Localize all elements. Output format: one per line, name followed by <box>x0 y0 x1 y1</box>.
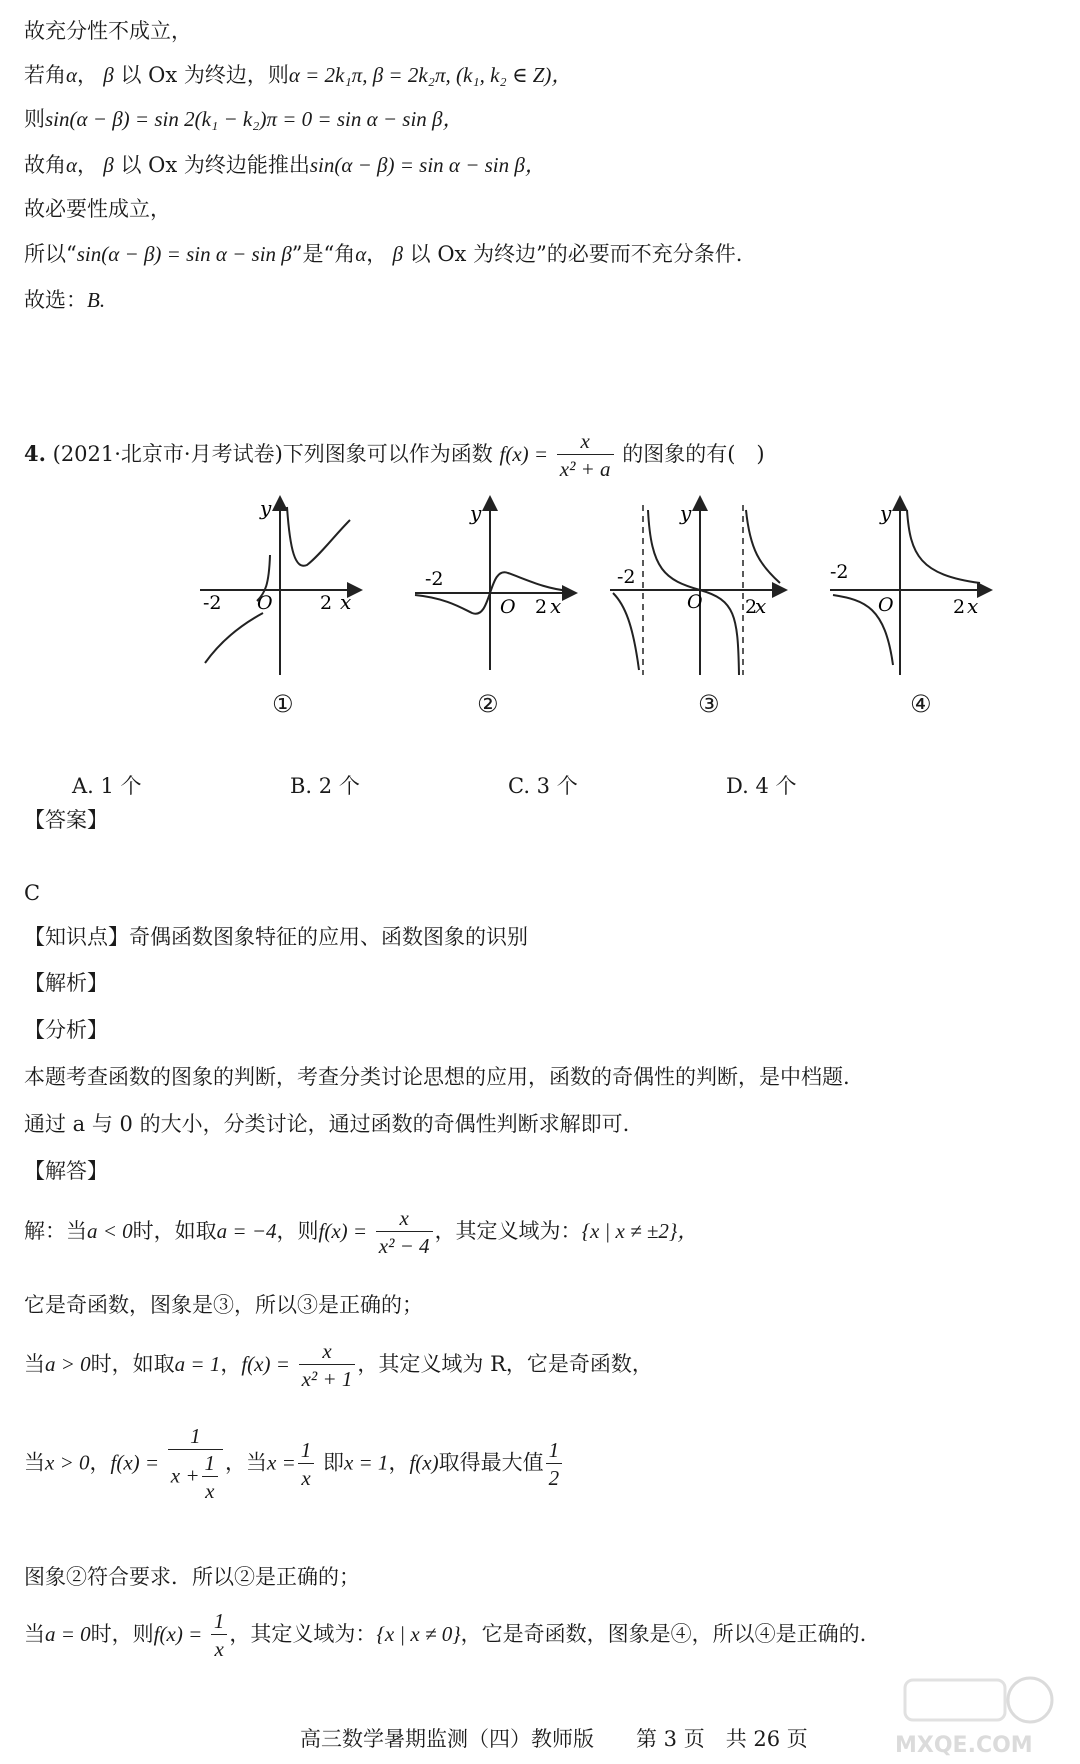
fenxi-header: 【分析】 <box>24 1018 108 1042</box>
solution-line-3: 当a > 0时，如取a = 1，f(x) = $\frac{x}{\text{x² + 1}}$ ，其定义域为 R，它是奇函数， <box>24 1339 653 1391</box>
knowledge-point: 【知识点】奇偶函数图象特征的应用、函数图象的识别 <box>24 925 528 949</box>
option-b: B. 2 个 <box>290 774 360 798</box>
fenxi-line-1: 本题考查函数的图象的判断，考查分类讨论思想的应用，函数的奇偶性的判断，是中档题. <box>24 1065 850 1089</box>
fraction: $\frac{1}{x}$ <box>298 1437 315 1492</box>
solution-line-1: 解：当a < 0时，如取a = −4，则f(x) = $\frac{x}{\text{x² − 4}}$ ，其定义域为：{x | x ≠ ±2}， <box>24 1206 699 1258</box>
curve-right <box>746 510 780 583</box>
two-label: 2 <box>535 596 548 618</box>
fenxi-line-2: 通过 a 与 0 的大小，分类讨论，通过函数的奇偶性判断求解即可. <box>24 1112 630 1136</box>
two-label: 2 <box>320 592 333 614</box>
x-label: x <box>550 594 562 618</box>
answer-value: C <box>24 881 41 905</box>
origin-label: O <box>687 591 703 613</box>
fraction: $\frac{1}{2}$ <box>546 1437 563 1492</box>
option-a: A. 1 个 <box>72 774 142 798</box>
graph-1 <box>195 495 365 680</box>
neg2-label: -2 <box>617 566 636 588</box>
y-label: y <box>470 501 482 525</box>
option-d: D. 4 个 <box>726 774 797 798</box>
curve-right <box>907 510 980 583</box>
answer-header: 【答案】 <box>24 808 108 832</box>
two-label: 2 <box>745 596 758 618</box>
neg2-label: -2 <box>203 592 222 614</box>
curve-right <box>287 507 350 566</box>
neg2-label: -2 <box>425 568 444 590</box>
question-fraction: $\frac{x}{\text{x² + a}}$ <box>557 428 614 483</box>
fraction: $\frac{1}{x}$ <box>211 1608 228 1663</box>
x-label: x <box>967 594 979 618</box>
analysis-header: 【解析】 <box>24 971 108 995</box>
jieda-header: 【解答】 <box>24 1159 108 1183</box>
solution-line-5: 图象②符合要求．所以②是正确的； <box>24 1565 360 1589</box>
neg2-label: -2 <box>830 561 849 583</box>
nested-fraction: 1 x + $\frac{1}{x}$ <box>168 1423 223 1505</box>
graph-2 <box>410 495 580 680</box>
watermark <box>885 1670 1060 1760</box>
fraction: $\frac{x}{\text{x² − 4}}$ <box>376 1205 433 1260</box>
solution-line-6: 当a = 0时，则f(x) = $\frac{1}{x}$ ，其定义域为：{x | x ≠ 0}，它是奇函数，图象是④，所以④是正确的. <box>24 1609 867 1661</box>
fraction: $\frac{x}{\text{x² + 1}}$ <box>299 1338 356 1393</box>
question-4: 4. (2021·北京市·月考试卷)下列图象可以作为函数 f(x) = $\frac{x}{\text{x² + a}}$ 的图象的有( ) <box>24 429 765 481</box>
page-footer: 高三数学暑期监测（四）教师版 第 3 页 共 26 页 <box>300 1727 808 1751</box>
y-label: y <box>880 501 892 525</box>
x-label: x <box>755 594 767 618</box>
question-number: 4. <box>24 441 46 466</box>
solution-line-2: 它是奇函数，图象是③，所以③是正确的； <box>24 1293 423 1317</box>
graph-3 <box>605 495 790 685</box>
watermark-logo-icon <box>885 1670 1060 1760</box>
option-c: C. 3 个 <box>508 774 578 798</box>
line-5: 故必要性成立， <box>24 197 171 221</box>
origin-label: O <box>257 592 273 614</box>
line-6: 所以“sin(α − β) = sin α − sin β”是“角α， β 以 Ox 为终边”的必要而不充分条件. <box>24 242 743 266</box>
y-label: y <box>680 501 692 525</box>
y-label: y <box>260 496 272 520</box>
line-3: 则sin(α − β) = sin 2(k₁ − k₂)π = 0 = sin α − sin β， <box>24 107 464 131</box>
x-label: x <box>340 590 352 614</box>
line-7: 故选：B. <box>24 288 106 312</box>
line-4: 故角α， β 以 Ox 为终边能推出sin(α − β) = sin α − sin β， <box>24 153 546 177</box>
two-label: 2 <box>953 596 966 618</box>
curve-left <box>613 593 639 670</box>
origin-label: O <box>500 596 516 618</box>
graph-label-3: ③ <box>698 690 720 718</box>
line-1: 故充分性不成立， <box>24 19 192 43</box>
graph-label-1: ① <box>272 690 294 718</box>
origin-label: O <box>878 594 894 616</box>
graph-label-4: ④ <box>910 690 932 718</box>
curve-left <box>205 613 263 663</box>
graph-4 <box>825 495 995 680</box>
graph-label-2: ② <box>477 690 499 718</box>
svg-text:MXQE.COM: MXQE.COM <box>895 1733 1033 1758</box>
line-2: 若角α， β 以 Ox 为终边，则α = 2k₁π, β = 2k₂π, (k₁, k₂ ∈ Z)， <box>24 63 573 87</box>
solution-line-4: 当x > 0，f(x) = 1 x + $\frac{1}{x}$ ，当x = $\frac{1}{x}$ 即x = 1，f(x)取得最大值 $\frac{1}{2}$ <box>24 1423 564 1505</box>
